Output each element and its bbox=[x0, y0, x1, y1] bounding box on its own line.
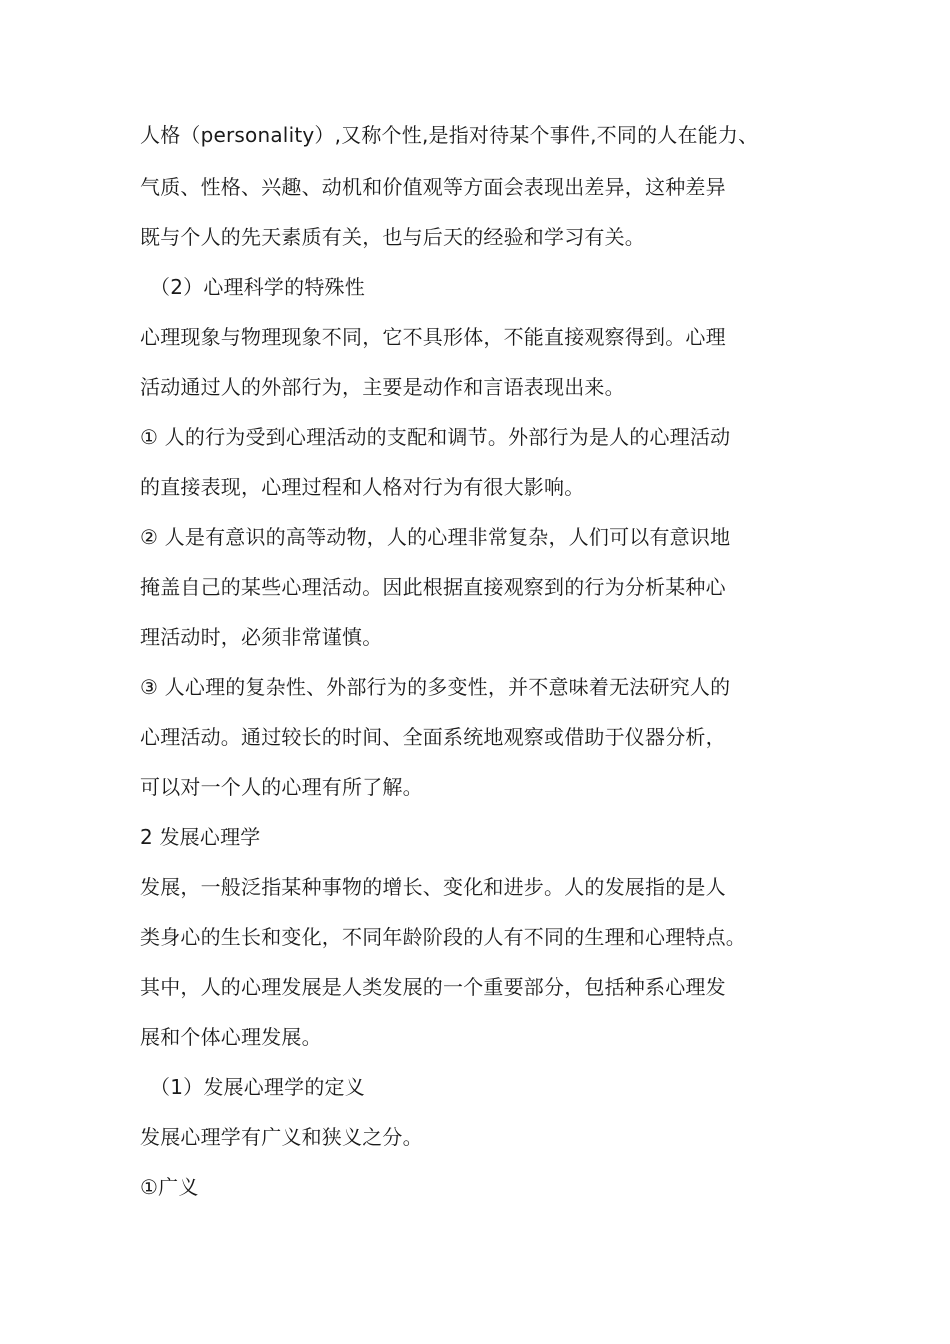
list-item-line: ③ 人心理的复杂性、外部行为的多变性，并不意味着无法研究人的 bbox=[140, 675, 731, 699]
section-heading: 2 发展心理学 bbox=[140, 825, 261, 849]
paragraph-line: 活动通过人的外部行为，主要是动作和言语表现出来。 bbox=[140, 375, 625, 399]
paragraph-line: 人格（personality）,又称个性,是指对待某个事件,不同的人在能力、 bbox=[140, 123, 759, 147]
paragraph-line: 心理现象与物理现象不同，它不具形体，不能直接观察得到。心理 bbox=[140, 325, 726, 349]
list-item-line: 心理活动。通过较长的时间、全面系统地观察或借助于仪器分析， bbox=[140, 725, 726, 749]
paragraph-line: 类身心的生长和变化，不同年龄阶段的人有不同的生理和心理特点。 bbox=[140, 925, 746, 949]
list-item-line: 理活动时，必须非常谨慎。 bbox=[140, 625, 383, 649]
paragraph-line: 气质、性格、兴趣、动机和价值观等方面会表现出差异，这种差异 bbox=[140, 175, 726, 199]
list-item-line: 掩盖自己的某些心理活动。因此根据直接观察到的行为分析某种心 bbox=[140, 575, 726, 599]
paragraph-line: 展和个体心理发展。 bbox=[140, 1025, 322, 1049]
section-heading: （2）心理科学的特殊性 bbox=[150, 275, 365, 299]
section-heading: （1）发展心理学的定义 bbox=[150, 1075, 365, 1099]
list-item-line: ② 人是有意识的高等动物，人的心理非常复杂，人们可以有意识地 bbox=[140, 525, 731, 549]
paragraph-line: 其中，人的心理发展是人类发展的一个重要部分，包括种系心理发 bbox=[140, 975, 726, 999]
list-item-line: 可以对一个人的心理有所了解。 bbox=[140, 775, 423, 799]
list-item-line: ① 人的行为受到心理活动的支配和调节。外部行为是人的心理活动 bbox=[140, 425, 731, 449]
list-item-line: ①广义 bbox=[140, 1175, 199, 1199]
paragraph-line: 发展，一般泛指某种事物的增长、变化和进步。人的发展指的是人 bbox=[140, 875, 726, 899]
list-item-line: 的直接表现，心理过程和人格对行为有很大影响。 bbox=[140, 475, 585, 499]
paragraph-line: 发展心理学有广义和狭义之分。 bbox=[140, 1125, 423, 1149]
paragraph-line: 既与个人的先天素质有关，也与后天的经验和学习有关。 bbox=[140, 225, 645, 249]
